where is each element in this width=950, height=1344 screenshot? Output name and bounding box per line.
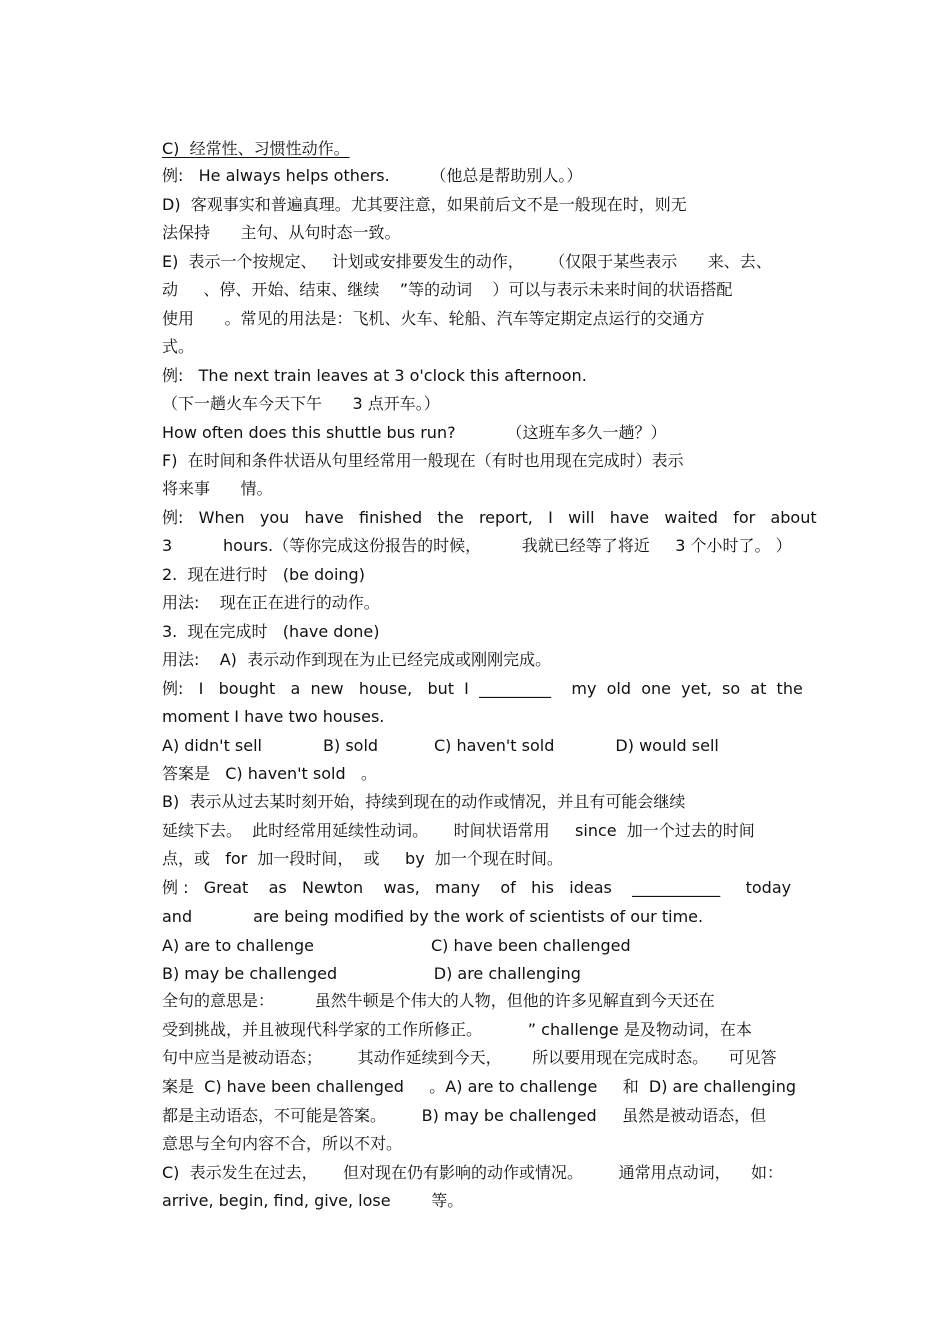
text-line: D) 客观事实和普遍真理。尤其要注意，如果前后文不是一般现在时，则无 [162,195,687,214]
text-line: A) are to challenge C) have been challenged [162,936,631,955]
text-line: 例 : Great as Newton was, many of his ideas ___________ today [162,878,792,897]
text-line: 意思与全句内容不合，所以不对。 [162,1134,403,1153]
text-line: 3 hours.（等你完成这份报告的时候， 我就已经等了将近 3 个小时了。 ） [162,536,792,555]
text-line: 动 、停、开始、结束、继续 ”等的动词 ）可以与表示未来时间的状语搭配 [162,280,733,299]
text-line: 延续下去。 此时经常用延续性动词。 时间状语常用 since 加一个过去的时间 [162,821,755,840]
text-line: and are being modified by the work of scientists of our time. [162,907,704,926]
text-line: 点，或 for 加一段时间， 或 by 加一个现在时间。 [162,849,563,868]
text-line: 法保持 主句、从句时态一致。 [162,223,401,242]
text-line: B) 表示从过去某时刻开始，持续到现在的动作或情况，并且有可能会继续 [162,792,686,811]
text-line: 句中应当是被动语态； 其动作延续到今天， 所以要用现在完成时态。 可见答 [162,1048,777,1067]
text-line: 受到挑战，并且被现代科学家的工作所修正。 ” challenge 是及物动词，在本 [162,1020,752,1039]
text-line: 用法: 现在正在进行的动作。 [162,593,380,612]
text-line: 全句的意思是： 虽然牛顿是个伟大的人物，但他的许多见解直到今天还在 [162,991,715,1010]
text-line: 将来事 情。 [162,479,273,498]
text-line: （下一趟火车今天下午 3 点开车。） [162,394,440,413]
text-line: 2. 现在进行时 (be doing) [162,565,365,584]
text-line: moment I have two houses. [162,707,385,726]
text-line: F) 在时间和条件状语从句里经常用一般现在（有时也用现在完成时）表示 [162,451,684,470]
text-line: 使用 。常见的用法是：飞机、火车、轮船、汽车等定期定点运行的交通方 [162,309,705,328]
text-line: 都是主动语态，不可能是答案。 B) may be challenged 虽然是被动语态，但 [162,1106,767,1125]
text-line: 3. 现在完成时 (have done) [162,622,380,641]
text-line: A) didn't sell B) sold C) haven't sold D) would sell [162,736,719,755]
text-line: 例: I bought a new house, but I _________ my old one yet, so at the [162,679,803,698]
text-line: 例: He always helps others. （他总是帮助别人。） [162,166,583,185]
text-line: C) 经常性、习惯性动作。 [162,139,350,158]
text-line: E) 表示一个按规定、 计划或安排要发生的动作， （仅限于某些表示 来、去、 [162,252,772,271]
text-line: 例: When you have finished the report, I will have waited for about [162,508,817,527]
text-line: 用法: A) 表示动作到现在为止已经完成或刚刚完成。 [162,650,552,669]
text-line: C) 表示发生在过去， 但对现在仍有影响的动作或情况。 通常用点动词， 如： [162,1163,783,1182]
text-line: arrive, begin, find, give, lose 等。 [162,1191,464,1210]
text-line: 答案是 C) haven't sold 。 [162,764,377,783]
text-line: 式。 [162,337,195,356]
text-line: How often does this shuttle bus run? （这班车多久一趟？） [162,423,667,442]
text-line: B) may be challenged D) are challenging [162,964,581,983]
text-line: 例: The next train leaves at 3 o'clock this afternoon. [162,366,587,385]
text-line: 案是 C) have been challenged 。A) are to challenge 和 D) are challenging [162,1077,797,1096]
